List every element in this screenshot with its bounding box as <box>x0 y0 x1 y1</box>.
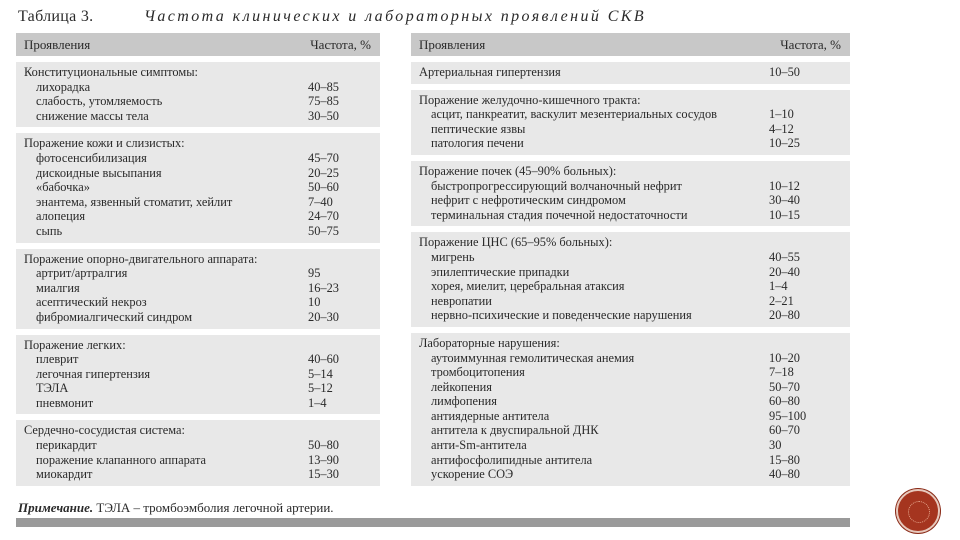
table-row <box>16 295 380 310</box>
table-row <box>16 195 380 210</box>
row-value: 4–12 <box>769 121 794 136</box>
row-value: 15–80 <box>769 452 800 467</box>
row-value: 10 <box>308 295 321 310</box>
row-label: сыпь <box>36 223 63 238</box>
row-label: ускорение СОЭ <box>431 467 514 482</box>
table-row <box>16 367 380 382</box>
left-column <box>16 33 380 486</box>
section-title: Поражение кожи и слизистых: <box>24 136 185 151</box>
row-value: 20–30 <box>308 309 339 324</box>
row-label: невропатии <box>431 293 492 308</box>
section-title: Поражение желудочно-кишечного тракта: <box>419 92 641 107</box>
table-section <box>16 335 380 415</box>
row-value: 20–80 <box>769 308 800 323</box>
row-value: 30–50 <box>308 108 339 123</box>
row-label: лихорадка <box>36 79 91 94</box>
table-section <box>16 420 380 485</box>
table-row <box>16 80 380 95</box>
table-row <box>16 381 380 396</box>
row-value: 50–70 <box>769 379 800 394</box>
table-row <box>411 453 850 468</box>
table-row <box>411 179 850 194</box>
row-value: 30–40 <box>769 193 800 208</box>
row-label: дискоидные высыпания <box>36 165 162 180</box>
section-title: Артериальная гипертензия <box>419 65 561 79</box>
row-value: 13–90 <box>308 452 339 467</box>
row-value: 7–40 <box>308 194 333 209</box>
row-label: миокардит <box>36 467 93 482</box>
table-row <box>16 438 380 453</box>
row-value: 10–25 <box>769 136 800 151</box>
table-row <box>411 250 850 265</box>
row-value: 50–60 <box>308 180 339 195</box>
section-title: Лабораторные нарушения: <box>419 335 560 350</box>
row-value: 40–80 <box>769 467 800 482</box>
row-value: 20–25 <box>308 165 339 180</box>
table-row <box>411 467 850 482</box>
table-row <box>16 310 380 325</box>
row-label: нервно-психические и поведенческие нарушения <box>431 308 692 323</box>
section-title-row <box>16 65 380 80</box>
table-section <box>16 62 380 127</box>
row-label: нефрит с нефротическим синдромом <box>431 193 626 208</box>
section-title: Сердечно-сосудистая система: <box>24 423 185 438</box>
section-title: Поражение легких: <box>24 337 126 352</box>
table-row <box>411 107 850 122</box>
table-title <box>18 8 646 26</box>
row-value: 20–40 <box>769 264 800 279</box>
row-value: 40–85 <box>308 79 339 94</box>
row-label: артрит/артралгия <box>36 266 128 281</box>
row-label: асептический некроз <box>36 295 147 310</box>
section-title: Конституциональные симптомы: <box>24 65 198 79</box>
table-row <box>411 380 850 395</box>
row-label: плеврит <box>36 352 79 367</box>
row-value: 7–18 <box>769 365 794 380</box>
row-label: слабость, утомляемость <box>36 94 163 109</box>
row-label: миалгия <box>36 280 80 295</box>
row-label: перикардит <box>36 438 97 453</box>
row-value: 5–12 <box>308 381 333 396</box>
table-row <box>411 409 850 424</box>
header-frequency: Частота, % <box>780 37 841 52</box>
row-value: 75–85 <box>308 94 339 109</box>
row-value: 60–80 <box>769 394 800 409</box>
table-section <box>411 161 850 226</box>
row-value: 30 <box>769 438 782 453</box>
row-label: алопеция <box>36 209 86 224</box>
section-title: Поражение опорно-двигательного аппарата: <box>24 251 258 266</box>
row-value: 40–55 <box>769 249 800 264</box>
section-title-row <box>16 338 380 353</box>
row-value: 1–10 <box>769 107 794 122</box>
header-frequency: Частота, % <box>310 37 371 52</box>
row-value: 15–30 <box>308 467 339 482</box>
header-manifestations: Проявления <box>24 37 91 52</box>
row-label: эпилептические припадки <box>431 264 570 279</box>
row-label: лимфопения <box>431 394 497 409</box>
row-value: 1–4 <box>769 279 788 294</box>
table-row <box>411 122 850 137</box>
header-manifestations: Проявления <box>419 37 486 52</box>
section-title-row <box>411 235 850 250</box>
row-value: 5–14 <box>308 366 333 381</box>
table-row <box>16 109 380 124</box>
row-value: 95–100 <box>769 408 807 423</box>
row-value: 2–21 <box>769 293 794 308</box>
row-value: 16–23 <box>308 280 339 295</box>
table-row <box>16 94 380 109</box>
table-row <box>16 209 380 224</box>
row-label: «бабочка» <box>36 180 90 195</box>
row-value: 50–80 <box>308 438 339 453</box>
section-title-row <box>16 423 380 438</box>
table-row <box>16 281 380 296</box>
table-section <box>411 62 850 84</box>
row-label: фотосенсибилизация <box>36 150 147 165</box>
bottom-bar <box>16 518 850 527</box>
row-value: 50–75 <box>308 223 339 238</box>
section-title-row <box>411 93 850 108</box>
table-section <box>411 232 850 327</box>
table-row <box>411 208 850 223</box>
table-row <box>16 224 380 239</box>
row-label: пептические язвы <box>431 121 526 136</box>
left-header-row <box>16 33 380 56</box>
row-label: антифосфолипидные антитела <box>431 452 593 467</box>
row-label: энантема, язвенный стоматит, хейлит <box>36 194 233 209</box>
right-column <box>411 33 850 486</box>
row-label: терминальная стадия почечной недостаточности <box>431 207 688 222</box>
section-title-row <box>411 164 850 179</box>
row-label: легочная гипертензия <box>36 366 151 381</box>
table-section <box>411 333 850 486</box>
table-row <box>16 396 380 411</box>
section-title-row <box>16 136 380 151</box>
slide-logo-icon <box>896 489 940 533</box>
row-value: 10–20 <box>769 350 800 365</box>
row-label: пневмонит <box>36 395 94 410</box>
row-value: 45–70 <box>308 150 339 165</box>
row-value: 1–4 <box>308 395 327 410</box>
table-row <box>411 294 850 309</box>
row-label: антиядерные антитела <box>431 408 550 423</box>
footnote <box>18 500 334 516</box>
table-row <box>16 151 380 166</box>
row-value: 24–70 <box>308 209 339 224</box>
row-label: быстропрогрессирующий волчаночный нефрит <box>431 178 682 193</box>
table-row <box>411 438 850 453</box>
table-row <box>411 365 850 380</box>
row-label: ТЭЛА <box>36 381 69 396</box>
section-title: Поражение ЦНС (65–95% больных): <box>419 235 613 250</box>
table-row <box>16 180 380 195</box>
table-section <box>16 133 380 242</box>
right-column-body <box>411 62 850 486</box>
table-row <box>411 265 850 280</box>
section-title-row <box>411 336 850 351</box>
table-section <box>411 90 850 155</box>
row-value: 95 <box>308 266 321 281</box>
table-row <box>16 453 380 468</box>
table-name: Частота клинических и лабораторных проявлений СКВ <box>143 8 646 25</box>
section-title-row <box>411 65 850 80</box>
right-header-row <box>411 33 850 56</box>
row-label: тромбоцитопения <box>431 365 525 380</box>
row-value: 40–60 <box>308 352 339 367</box>
table-row <box>411 394 850 409</box>
row-label: анти-Sm-антитела <box>431 438 527 453</box>
table-row <box>16 266 380 281</box>
footnote-text: ТЭЛА – тромбоэмболия легочной артерии. <box>93 500 334 515</box>
footnote-label: Примечание. <box>18 500 94 515</box>
left-column-body <box>16 62 380 486</box>
section-title: Поражение почек (45–90% больных): <box>419 163 617 178</box>
table-row <box>16 467 380 482</box>
section-value: 10–50 <box>769 65 800 79</box>
row-label: аутоиммунная гемолитическая анемия <box>431 350 635 365</box>
table-section <box>16 249 380 329</box>
row-label: хорея, миелит, церебральная атаксия <box>431 279 625 294</box>
row-label: патология печени <box>431 136 524 151</box>
table-number: Таблица 3. <box>18 8 94 25</box>
table-row <box>411 308 850 323</box>
table-row <box>411 136 850 151</box>
row-label: поражение клапанного аппарата <box>36 452 207 467</box>
row-label: лейкопения <box>431 379 492 394</box>
row-label: асцит, панкреатит, васкулит мезентериальных сосудов <box>431 107 718 122</box>
table-row <box>16 352 380 367</box>
row-label: антитела к двуспиральной ДНК <box>431 423 599 438</box>
row-label: снижение массы тела <box>36 108 149 123</box>
row-value: 60–70 <box>769 423 800 438</box>
row-value: 10–15 <box>769 207 800 222</box>
row-label: фибромиалгический синдром <box>36 309 193 324</box>
table-row <box>411 351 850 366</box>
table-row <box>411 193 850 208</box>
row-label: мигрень <box>431 249 475 264</box>
row-value: 10–12 <box>769 178 800 193</box>
table-row <box>411 423 850 438</box>
section-title-row <box>16 252 380 267</box>
table-row <box>411 279 850 294</box>
table-row <box>16 166 380 181</box>
